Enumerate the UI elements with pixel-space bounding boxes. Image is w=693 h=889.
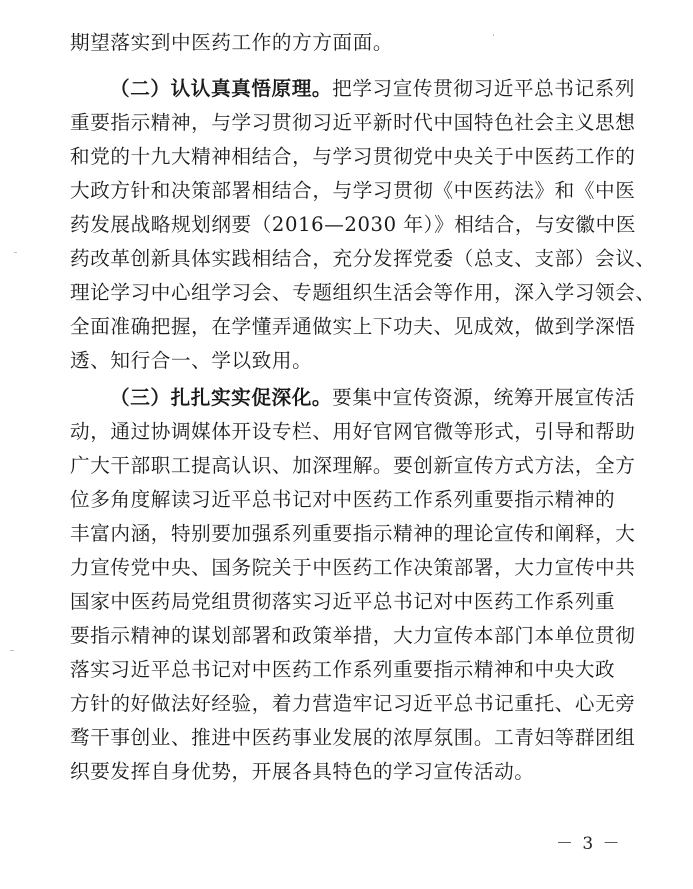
section-heading-3: （三）扎扎实实促深化。	[110, 386, 333, 409]
text-line: 期望落实到中医药工作的方方面面。	[70, 31, 394, 54]
text-line: 全面准确把握，在学懂弄通做实上下功夫、见成效，做到学深悟	[70, 315, 636, 338]
text-line: 丰富内涵，特别要加强系列重要指示精神的理论宣传和阐释，大	[70, 522, 636, 545]
section-heading-2: （二）认认真真悟原理。	[110, 77, 333, 100]
text-line: 和党的十九大精神相结合，与学习贯彻党中央关于中医药工作的	[70, 145, 636, 168]
text-line: 位多角度解读习近平总书记对中医药工作系列重要指示精神的	[70, 488, 616, 511]
text-line: 力宣传党中央、国务院关于中医药工作决策部署，大力宣传中共	[70, 556, 636, 579]
text-line: 方针的好做法好经验，着力营造牢记习近平总书记重托、心无旁	[70, 692, 636, 715]
text-run: 把学习宣传贯彻习近平总书记系列	[332, 77, 636, 100]
text-line: 透、知行合一、学以致用。	[70, 349, 313, 372]
text-line: 动，通过协调媒体开设专栏、用好官网官微等形式，引导和帮助	[70, 420, 636, 443]
scan-speck	[493, 34, 494, 36]
text-line: 理论学习中心组学习会、专题组织生活会等作用，深入学习领会、	[70, 281, 656, 304]
page-number: － 3 －	[556, 834, 622, 854]
text-line: 药发展战略规划纲要（2016—2030 年）》相结合，与安徽中医	[70, 213, 637, 236]
scan-speck	[14, 252, 17, 253]
text-line: 广大干部职工提高认识、加深理解。要创新宣传方式方法，全方	[70, 454, 636, 477]
text-line: 骛干事创业、推进中医药事业发展的浓厚氛围。工青妇等群团组	[70, 726, 636, 749]
paragraph-first-line	[110, 74, 635, 104]
text-line: 要指示精神的谋划部署和政策举措，大力宣传本部门本单位贯彻	[70, 624, 636, 647]
text-run: 要集中宣传资源，统筹开展宣传活	[332, 386, 636, 409]
text-line: 药改革创新具体实践相结合，充分发挥党委（总支、支部）会议、	[70, 247, 656, 270]
text-line: 大政方针和决策部署相结合，与学习贯彻《中医药法》和《中医	[70, 179, 636, 202]
text-line: 国家中医药局党组贯彻落实习近平总书记对中医药工作系列重	[70, 590, 616, 613]
scan-speck	[10, 650, 14, 651]
paragraph-first-line	[110, 383, 635, 413]
text-line: 落实习近平总书记对中医药工作系列重要指示精神和中央大政	[70, 658, 616, 681]
text-line: 重要指示精神，与学习贯彻习近平新时代中国特色社会主义思想	[70, 111, 636, 134]
text-line: 织要发挥自身优势，开展各具特色的学习宣传活动。	[70, 760, 535, 783]
